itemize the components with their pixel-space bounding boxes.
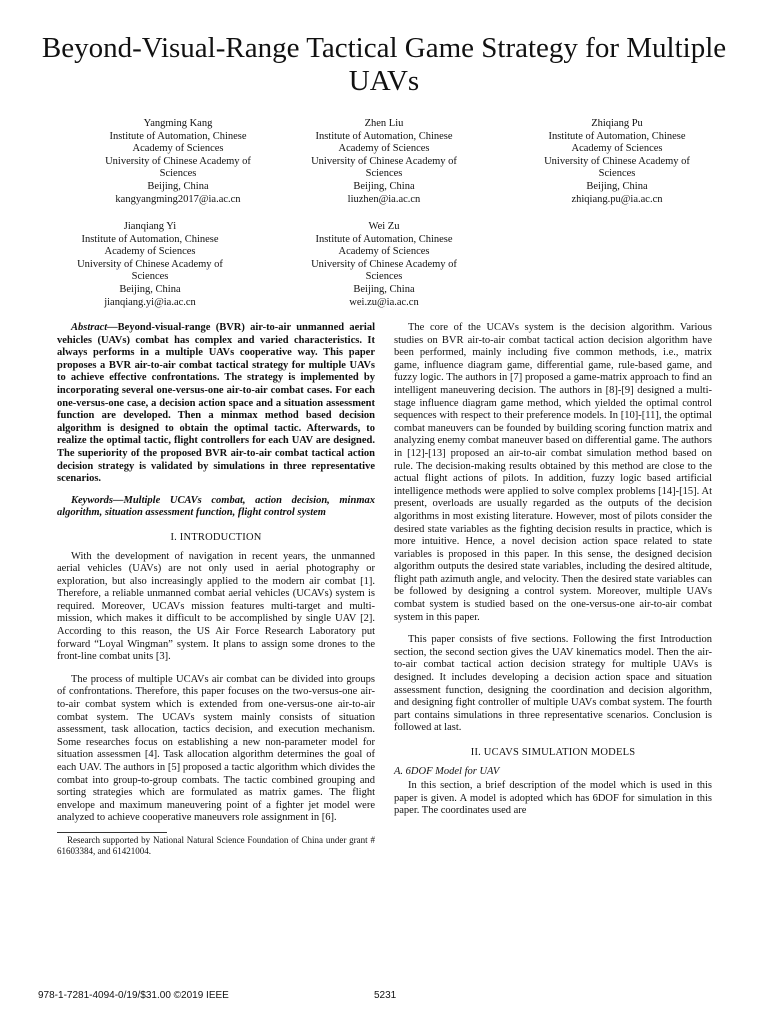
author-university: University of Chinese Academy of (105, 155, 251, 167)
author-affiliation: Institute of Automation, Chinese (109, 130, 247, 142)
author-email: wei.zu@ia.ac.cn (349, 296, 419, 308)
author-name: Yangming Kang (143, 118, 213, 129)
author-affiliation: Institute of Automation, Chinese (315, 130, 453, 142)
author-university: Sciences (131, 271, 169, 283)
paragraph: The core of the UCAVs system is the decision algorithm. Various studies on BVR air-to-air combat tactical action decision algorithm have been performed, mainly including five common methods, i.e., matrix game, influence diagram game, differential game, rule-based game, and fuzzy logic. The authors in [7] proposed a game-matrix approach to find an intelligent maneuvering decision. The authors in [8]-[9] designed a multi-stage influence diagram game method, which yielded the optimal control sequences with respect to their preference models. In [10]-[11], the optimal combat maneuvers can be founded by building scoring function matrix and analyzing enemy combat maneuver based on differential game. The authors in [12]-[13] proposed an air-to-air combat simulation method based on rule. The decision-making results obtained by this method are close to the actual flight actions of pilots. In addition, fuzzy logic based artificial intelligence methods were applied to solve complex problems [14]-[15]. At present, overloads are usually regarded as the outputs of the decision algorithms in most existing literature. However, most of pilots consider the desired state variables as the fighting decision results in practice, which is more intuitive. Hence, a novel decision action space related to state variables is proposed in this paper. In this sense, the designed decision algorithm outputs the desired state variables, including the desired altitude, flight path azimuth angle, and velocity. Then the desired state variables can be followed by designing a control system. Moreover, multiple UAVs combat system is studied based on the one-versus-one air-to-air combat system in this paper. (394, 322, 712, 623)
section-heading-introduction: I. INTRODUCTION (170, 531, 262, 543)
page-number: 5231 (374, 990, 397, 1001)
author-email: liuzhen@ia.ac.cn (347, 193, 421, 205)
author-block (264, 221, 504, 309)
right-column (394, 322, 712, 818)
paragraph: With the development of navigation in recent years, the unmanned aerial vehicles (UAVs) are not only used in aerial photography or exploration, but also increasingly applied to the modern air combat [1]. Therefore, a reliable unmanned combat aerial vehicles (UCAVs) system is required. Moreover, UCAVs mission features multi-target and multi-mission, which makes it difficult to be accomplished by single UAV [2]. According to this reason, the US Air Force Research Laboratory put forward “Loyal Wingman” system. It plans to assign some drones to the front-line combat units [3]. (57, 550, 375, 663)
subsection-heading: A. 6DOF Model for UAV (394, 765, 500, 777)
author-university: Sciences (365, 168, 403, 180)
abstract-lead: Abstract (71, 322, 108, 333)
author-university: Sciences (598, 168, 636, 180)
author-location: Beijing, China (353, 180, 415, 192)
paragraph: The process of multiple UCAVs air combat can be divided into groups of confrontations. Therefore, this paper focuses on the two-versus-one air-to-air combat system which is extended from one-versus-one air-to-air combat system. The UCAVs system mainly consists of situation assessment, task allocation, tactics decision, and execution mechanism. Some researches focus on establishing a new non-parameter model for situation assessmen [4]. Task allocation algorithm determines the goal of each UAV. The authors in [5] proposed a tactic algorithm which divides the combat into group-to-group combats. The tactic combined grouping and sorting strategies which are formulated as matrix games. The flight envelope and maximum maneuvering point of a fighter jet model were analyzed to achieve cooperative maneuvers role assignment in [6]. (57, 673, 375, 824)
author-location: Beijing, China (119, 283, 181, 295)
keywords: Keywords—Multiple UCAVs combat, action decision, minmax algorithm, situation assessment function, flight control system (57, 494, 375, 519)
author-location: Beijing, China (353, 283, 415, 295)
author-email: jianqiang.yi@ia.ac.cn (104, 296, 196, 308)
author-university: Sciences (365, 271, 403, 283)
abstract (57, 322, 375, 486)
copyright-footer: 978-1-7281-4094-0/19/$31.00 ©2019 IEEE (38, 990, 229, 1001)
author-location: Beijing, China (147, 180, 209, 192)
author-name: Zhiqiang Pu (591, 118, 643, 129)
author-email: zhiqiang.pu@ia.ac.cn (571, 193, 663, 205)
author-email: kangyangming2017@ia.ac.cn (115, 193, 241, 205)
author-block (30, 221, 270, 309)
footnote-divider (57, 832, 167, 833)
author-university: University of Chinese Academy of (544, 155, 690, 167)
author-affiliation: Academy of Sciences (338, 143, 430, 155)
author-block (264, 118, 504, 206)
author-affiliation: Academy of Sciences (132, 143, 224, 155)
abstract-text: —Beyond-visual-range (BVR) air-to-air unmanned aerial vehicles (UAVs) combat has complex and varied characteristics. It always performs in a multiple UAVs cooperative way. This paper proposes a BVR air-to-air combat tactical strategy for multiple UAVs to achieve effective confrontations. The strategy is implemented by incorporating several one-versus-one air-to-air combat cases. For each one-versus-one case, a decision action space and a situation assessment function are developed. Then a minmax method based decision algorithm is designed to obtain the optimal tactic. Afterwards, to realize the optimal tactic, flight controllers for each UAV are designed. The superiority of the proposed BVR air-to-air combat tactical action decision strategy is validated by simulations in three representative scenarios. (57, 322, 375, 485)
author-affiliation: Academy of Sciences (571, 143, 663, 155)
paper-title: Beyond-Visual-Range Tactical Game Strategy for Multiple UAVs (41, 32, 727, 97)
author-affiliation: Institute of Automation, Chinese (548, 130, 686, 142)
author-affiliation: Institute of Automation, Chinese (81, 233, 219, 245)
author-university: University of Chinese Academy of (311, 258, 457, 270)
author-university: University of Chinese Academy of (311, 155, 457, 167)
author-affiliation: Institute of Automation, Chinese (315, 233, 453, 245)
author-university: University of Chinese Academy of (77, 258, 223, 270)
paragraph: In this section, a brief description of the model which is used in this paper is given. A model is adopted which has 6DOF for simulation in this paper. The coordinates used are (394, 780, 712, 817)
section-heading-models: II. UCAVS SIMULATION MODELS (470, 747, 636, 758)
author-name: Wei Zu (368, 221, 400, 232)
author-name: Zhen Liu (364, 118, 404, 129)
paragraph: This paper consists of five sections. Following the first Introduction section, the second section gives the UAV kinematics model. Then the air-to-air combat tactical action decision strategy for multiple UAVs is designed. It includes developing a decision action space and situation assessment function, designing the coordination and decision algorithm, and designing fight controller of multiple UAVs combat system. The fourth part contains simulations in three representative scenarios. Conclusion is followed at last. (394, 634, 712, 734)
author-block (58, 118, 298, 206)
author-name: Jianqiang Yi (123, 221, 177, 232)
author-location: Beijing, China (586, 180, 648, 192)
author-affiliation: Academy of Sciences (338, 246, 430, 258)
left-column (57, 322, 375, 857)
author-block (497, 118, 737, 206)
author-affiliation: Academy of Sciences (104, 246, 196, 258)
footnote: Research supported by National Natural Science Foundation of China under grant # 61603384, and 61421004. (57, 834, 375, 856)
author-university: Sciences (159, 168, 197, 180)
